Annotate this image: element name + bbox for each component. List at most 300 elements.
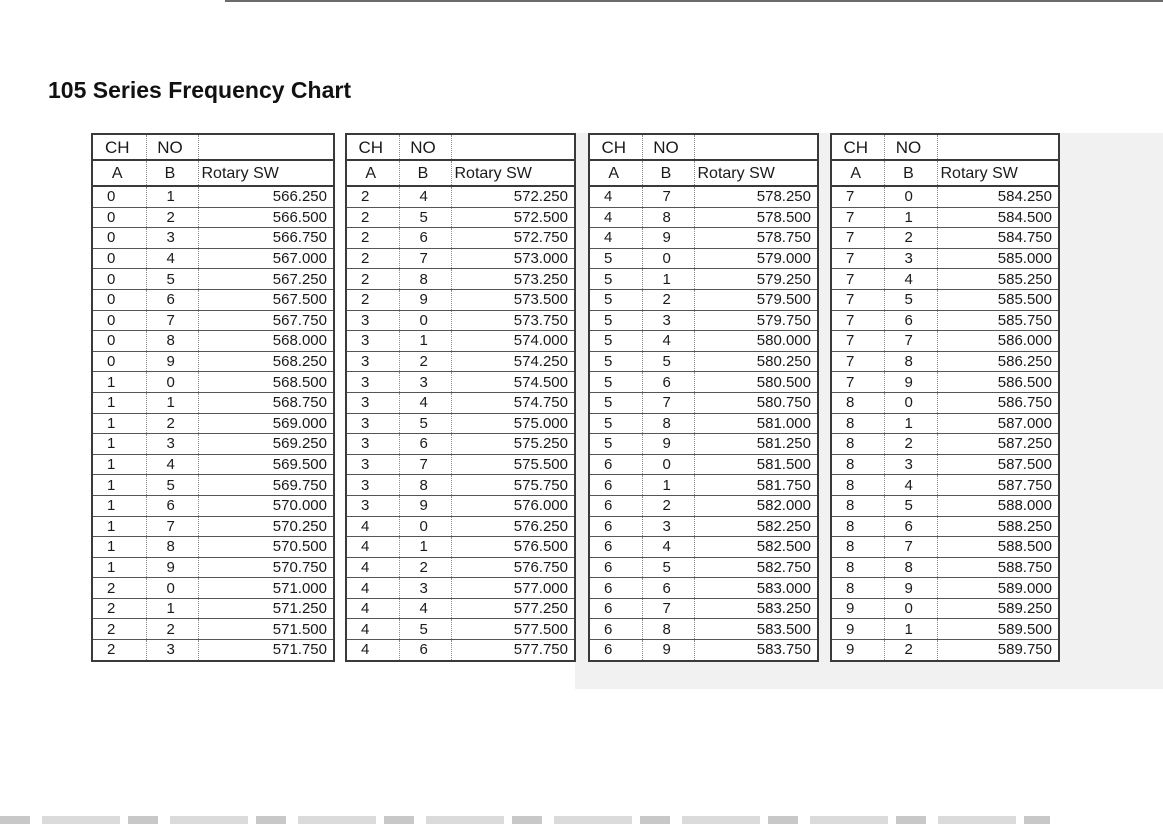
table-row: [92, 475, 334, 496]
rotary-sw-frequency: 571.250: [198, 598, 334, 619]
ch-a-cell: 6: [589, 495, 642, 516]
table-row: [589, 495, 818, 516]
table-row: [92, 186, 334, 207]
ch-header: CH: [589, 134, 642, 160]
no-b-cell: 9: [642, 228, 694, 249]
ch-a-cell: 3: [346, 454, 399, 475]
no-b-cell: 0: [884, 598, 937, 619]
table-row: [589, 537, 818, 558]
rotary-sw-frequency: 576.000: [451, 495, 575, 516]
table-row: [92, 516, 334, 537]
rotary-sw-frequency: 569.000: [198, 413, 334, 434]
table-row: [92, 413, 334, 434]
rotary-sw-frequency: 574.750: [451, 392, 575, 413]
no-b-cell: 9: [399, 289, 451, 310]
rotary-sw-frequency: 583.750: [694, 640, 818, 661]
ch-a-cell: 0: [92, 207, 146, 228]
table-row: [831, 598, 1059, 619]
table-row: [589, 392, 818, 413]
ch-a-cell: 5: [589, 413, 642, 434]
table-row: [589, 248, 818, 269]
no-b-cell: 3: [146, 434, 198, 455]
no-b-cell: 5: [399, 207, 451, 228]
rotary-sw-frequency: 574.000: [451, 331, 575, 352]
no-b-cell: 3: [884, 248, 937, 269]
rotary-sw-frequency: 587.750: [937, 475, 1059, 496]
rotary-sw-frequency: 589.750: [937, 640, 1059, 661]
ch-a-cell: 1: [92, 372, 146, 393]
no-b-cell: 0: [642, 454, 694, 475]
no-b-cell: 7: [642, 392, 694, 413]
no-b-cell: 6: [399, 434, 451, 455]
rotary-sw-frequency: 568.500: [198, 372, 334, 393]
ch-a-cell: 7: [831, 351, 884, 372]
rotary-sw-header: Rotary SW: [198, 160, 334, 186]
ch-a-cell: 3: [346, 495, 399, 516]
ch-a-cell: 6: [589, 516, 642, 537]
table-row: [346, 413, 575, 434]
no-b-cell: 2: [146, 413, 198, 434]
no-b-cell: 4: [146, 248, 198, 269]
ch-a-cell: 0: [92, 269, 146, 290]
ch-a-cell: 5: [589, 269, 642, 290]
rotary-sw-frequency: 572.250: [451, 186, 575, 207]
rotary-sw-frequency: 566.250: [198, 186, 334, 207]
rotary-sw-frequency: 567.750: [198, 310, 334, 331]
rotary-sw-frequency: 588.250: [937, 516, 1059, 537]
blank-header: [451, 134, 575, 160]
rotary-sw-frequency: 582.750: [694, 557, 818, 578]
ch-a-cell: 6: [589, 557, 642, 578]
table-row: [589, 186, 818, 207]
table-row: [346, 434, 575, 455]
no-b-cell: 2: [146, 207, 198, 228]
table-row: [346, 310, 575, 331]
table-row: [92, 331, 334, 352]
table-row: [831, 413, 1059, 434]
rotary-sw-header: Rotary SW: [451, 160, 575, 186]
ch-a-cell: 4: [346, 537, 399, 558]
table-row: [589, 516, 818, 537]
no-b-cell: 1: [884, 413, 937, 434]
ch-a-cell: 7: [831, 248, 884, 269]
ch-a-cell: 0: [92, 351, 146, 372]
frequency-table-3: [588, 133, 819, 662]
rotary-sw-frequency: 578.500: [694, 207, 818, 228]
rotary-sw-frequency: 572.750: [451, 228, 575, 249]
rotary-sw-frequency: 578.750: [694, 228, 818, 249]
a-header: A: [589, 160, 642, 186]
rotary-sw-frequency: 586.500: [937, 372, 1059, 393]
ch-a-cell: 8: [831, 434, 884, 455]
ch-a-cell: 5: [589, 331, 642, 352]
b-header: B: [399, 160, 451, 186]
rotary-sw-frequency: 588.750: [937, 557, 1059, 578]
rotary-sw-frequency: 584.250: [937, 186, 1059, 207]
ch-a-cell: 9: [831, 640, 884, 661]
table-row: [831, 495, 1059, 516]
no-b-cell: 6: [399, 640, 451, 661]
rotary-sw-frequency: 586.250: [937, 351, 1059, 372]
table-row: [831, 537, 1059, 558]
no-b-cell: 8: [146, 537, 198, 558]
frequency-table-2: [345, 133, 576, 662]
table-row: [92, 289, 334, 310]
no-b-cell: 9: [642, 640, 694, 661]
table-row: [346, 248, 575, 269]
table-row: [92, 207, 334, 228]
rotary-sw-frequency: 571.500: [198, 619, 334, 640]
table-row: [831, 269, 1059, 290]
blank-header: [937, 134, 1059, 160]
table-row: [589, 640, 818, 661]
rotary-sw-frequency: 579.750: [694, 310, 818, 331]
table-row: [589, 310, 818, 331]
table-row: [831, 310, 1059, 331]
no-b-cell: 1: [642, 269, 694, 290]
rotary-sw-frequency: 585.500: [937, 289, 1059, 310]
no-b-cell: 4: [642, 537, 694, 558]
ch-a-cell: 7: [831, 289, 884, 310]
rotary-sw-frequency: 580.500: [694, 372, 818, 393]
rotary-sw-frequency: 570.500: [198, 537, 334, 558]
table-row: [346, 475, 575, 496]
no-header: NO: [884, 134, 937, 160]
no-b-cell: 5: [399, 619, 451, 640]
rotary-sw-frequency: 581.250: [694, 434, 818, 455]
rotary-sw-frequency: 585.750: [937, 310, 1059, 331]
no-b-cell: 3: [146, 228, 198, 249]
ch-a-cell: 2: [346, 186, 399, 207]
table-row: [92, 269, 334, 290]
no-b-cell: 1: [642, 475, 694, 496]
no-b-cell: 7: [884, 537, 937, 558]
ch-a-cell: 8: [831, 578, 884, 599]
table-row: [589, 351, 818, 372]
table-row: [589, 207, 818, 228]
table-row: [346, 186, 575, 207]
no-b-cell: 2: [146, 619, 198, 640]
ch-a-cell: 1: [92, 475, 146, 496]
table-row: [831, 640, 1059, 661]
rotary-sw-frequency: 571.000: [198, 578, 334, 599]
table-row: [92, 495, 334, 516]
no-b-cell: 5: [642, 351, 694, 372]
no-b-cell: 2: [642, 289, 694, 310]
rotary-sw-frequency: 583.500: [694, 619, 818, 640]
table-row: [346, 557, 575, 578]
rotary-sw-frequency: 572.500: [451, 207, 575, 228]
no-b-cell: 6: [399, 228, 451, 249]
rotary-sw-frequency: 574.250: [451, 351, 575, 372]
no-b-cell: 4: [399, 598, 451, 619]
ch-header: CH: [92, 134, 146, 160]
no-b-cell: 7: [146, 310, 198, 331]
no-b-cell: 8: [399, 475, 451, 496]
table-row: [831, 248, 1059, 269]
table-row: [589, 331, 818, 352]
table-row: [831, 619, 1059, 640]
rotary-sw-frequency: 579.000: [694, 248, 818, 269]
scan-top-rule: [225, 0, 1163, 2]
ch-a-cell: 1: [92, 413, 146, 434]
ch-a-cell: 8: [831, 392, 884, 413]
ch-a-cell: 5: [589, 310, 642, 331]
b-header: B: [146, 160, 198, 186]
table-row: [92, 537, 334, 558]
b-header: B: [642, 160, 694, 186]
rotary-sw-frequency: 567.500: [198, 289, 334, 310]
no-b-cell: 6: [642, 578, 694, 599]
rotary-sw-frequency: 576.250: [451, 516, 575, 537]
rotary-sw-frequency: 576.750: [451, 557, 575, 578]
no-b-cell: 9: [642, 434, 694, 455]
ch-a-cell: 4: [589, 186, 642, 207]
no-b-cell: 2: [399, 557, 451, 578]
ch-a-cell: 2: [92, 598, 146, 619]
ch-a-cell: 3: [346, 372, 399, 393]
ch-a-cell: 5: [589, 248, 642, 269]
ch-a-cell: 8: [831, 495, 884, 516]
rotary-sw-frequency: 588.500: [937, 537, 1059, 558]
ch-a-cell: 4: [346, 516, 399, 537]
a-header: A: [831, 160, 884, 186]
table-row: [92, 372, 334, 393]
no-b-cell: 3: [146, 640, 198, 661]
rotary-sw-frequency: 573.750: [451, 310, 575, 331]
table-row: [831, 557, 1059, 578]
rotary-sw-frequency: 569.250: [198, 434, 334, 455]
ch-a-cell: 0: [92, 331, 146, 352]
ch-a-cell: 7: [831, 269, 884, 290]
rotary-sw-frequency: 579.250: [694, 269, 818, 290]
rotary-sw-frequency: 575.500: [451, 454, 575, 475]
no-b-cell: 1: [884, 619, 937, 640]
ch-a-cell: 4: [589, 207, 642, 228]
no-b-cell: 2: [884, 640, 937, 661]
header-row-sub: [589, 160, 818, 186]
table-row: [92, 228, 334, 249]
no-b-cell: 7: [884, 331, 937, 352]
rotary-sw-frequency: 589.000: [937, 578, 1059, 599]
ch-a-cell: 2: [346, 269, 399, 290]
ch-a-cell: 1: [92, 454, 146, 475]
no-b-cell: 5: [399, 413, 451, 434]
ch-a-cell: 1: [92, 537, 146, 558]
rotary-sw-frequency: 566.500: [198, 207, 334, 228]
rotary-sw-frequency: 585.250: [937, 269, 1059, 290]
no-b-cell: 1: [146, 598, 198, 619]
table-row: [589, 434, 818, 455]
ch-a-cell: 6: [589, 475, 642, 496]
rotary-sw-frequency: 587.250: [937, 434, 1059, 455]
no-b-cell: 3: [642, 310, 694, 331]
ch-a-cell: 7: [831, 228, 884, 249]
table-row: [831, 454, 1059, 475]
no-header: NO: [399, 134, 451, 160]
frequency-table-1: [91, 133, 335, 662]
no-b-cell: 0: [642, 248, 694, 269]
ch-a-cell: 6: [589, 454, 642, 475]
frequency-table-4: [830, 133, 1060, 662]
table-row: [589, 372, 818, 393]
table-row: [346, 351, 575, 372]
no-b-cell: 9: [146, 351, 198, 372]
ch-a-cell: 2: [346, 248, 399, 269]
rotary-sw-frequency: 573.500: [451, 289, 575, 310]
table-row: [346, 289, 575, 310]
table-row: [831, 372, 1059, 393]
ch-a-cell: 5: [589, 351, 642, 372]
b-header: B: [884, 160, 937, 186]
no-b-cell: 1: [146, 392, 198, 413]
no-b-cell: 1: [399, 331, 451, 352]
table-row: [346, 372, 575, 393]
rotary-sw-frequency: 566.750: [198, 228, 334, 249]
no-b-cell: 9: [884, 578, 937, 599]
page-title: 105 Series Frequency Chart: [48, 77, 351, 103]
table-row: [831, 228, 1059, 249]
ch-a-cell: 7: [831, 207, 884, 228]
rotary-sw-frequency: 576.500: [451, 537, 575, 558]
table-row: [346, 331, 575, 352]
ch-a-cell: 4: [346, 619, 399, 640]
table-row: [589, 413, 818, 434]
ch-a-cell: 4: [589, 228, 642, 249]
no-b-cell: 8: [642, 207, 694, 228]
rotary-sw-frequency: 575.750: [451, 475, 575, 496]
table-row: [589, 557, 818, 578]
table-row: [831, 207, 1059, 228]
header-row-top: [92, 134, 334, 160]
ch-a-cell: 6: [589, 537, 642, 558]
rotary-sw-frequency: 581.000: [694, 413, 818, 434]
rotary-sw-frequency: 577.250: [451, 598, 575, 619]
table-row: [831, 331, 1059, 352]
ch-a-cell: 1: [92, 516, 146, 537]
no-b-cell: 5: [146, 269, 198, 290]
no-b-cell: 6: [146, 289, 198, 310]
ch-a-cell: 0: [92, 289, 146, 310]
no-b-cell: 3: [642, 516, 694, 537]
ch-a-cell: 3: [346, 351, 399, 372]
ch-a-cell: 9: [831, 598, 884, 619]
no-b-cell: 2: [884, 228, 937, 249]
table-row: [831, 392, 1059, 413]
rotary-sw-frequency: 570.000: [198, 495, 334, 516]
table-row: [92, 640, 334, 661]
no-b-cell: 2: [884, 434, 937, 455]
rotary-sw-frequency: 580.000: [694, 331, 818, 352]
rotary-sw-frequency: 582.500: [694, 537, 818, 558]
frequency-table-body: [831, 134, 1059, 661]
ch-a-cell: 2: [92, 619, 146, 640]
ch-a-cell: 8: [831, 537, 884, 558]
ch-a-cell: 0: [92, 310, 146, 331]
ch-a-cell: 8: [831, 557, 884, 578]
no-b-cell: 4: [399, 392, 451, 413]
rotary-sw-frequency: 586.750: [937, 392, 1059, 413]
rotary-sw-frequency: 569.500: [198, 454, 334, 475]
rotary-sw-frequency: 577.750: [451, 640, 575, 661]
rotary-sw-frequency: 583.250: [694, 598, 818, 619]
no-b-cell: 0: [146, 372, 198, 393]
rotary-sw-frequency: 570.250: [198, 516, 334, 537]
rotary-sw-frequency: 578.250: [694, 186, 818, 207]
table-row: [831, 475, 1059, 496]
table-row: [346, 454, 575, 475]
rotary-sw-frequency: 571.750: [198, 640, 334, 661]
table-row: [346, 495, 575, 516]
ch-a-cell: 2: [346, 207, 399, 228]
rotary-sw-frequency: 567.000: [198, 248, 334, 269]
rotary-sw-frequency: 570.750: [198, 557, 334, 578]
ch-a-cell: 0: [92, 228, 146, 249]
ch-header: CH: [831, 134, 884, 160]
table-row: [92, 454, 334, 475]
no-b-cell: 9: [399, 495, 451, 516]
no-b-cell: 8: [884, 351, 937, 372]
ch-a-cell: 1: [92, 557, 146, 578]
no-b-cell: 5: [884, 495, 937, 516]
scan-bottom-noise: [0, 816, 1050, 824]
table-row: [589, 578, 818, 599]
no-b-cell: 4: [884, 475, 937, 496]
ch-a-cell: 7: [831, 331, 884, 352]
rotary-sw-frequency: 580.250: [694, 351, 818, 372]
ch-a-cell: 0: [92, 248, 146, 269]
ch-a-cell: 2: [92, 578, 146, 599]
rotary-sw-frequency: 577.500: [451, 619, 575, 640]
no-b-cell: 3: [399, 578, 451, 599]
rotary-sw-frequency: 569.750: [198, 475, 334, 496]
table-row: [92, 598, 334, 619]
no-header: NO: [642, 134, 694, 160]
ch-a-cell: 1: [92, 392, 146, 413]
table-row: [346, 207, 575, 228]
table-row: [346, 392, 575, 413]
table-row: [346, 228, 575, 249]
no-b-cell: 3: [399, 372, 451, 393]
no-b-cell: 1: [884, 207, 937, 228]
no-b-cell: 7: [642, 186, 694, 207]
no-b-cell: 6: [884, 310, 937, 331]
rotary-sw-frequency: 573.000: [451, 248, 575, 269]
ch-a-cell: 4: [346, 640, 399, 661]
no-b-cell: 4: [884, 269, 937, 290]
header-row-sub: [92, 160, 334, 186]
table-row: [92, 248, 334, 269]
header-row-sub: [831, 160, 1059, 186]
ch-header: CH: [346, 134, 399, 160]
ch-a-cell: 2: [346, 228, 399, 249]
rotary-sw-frequency: 574.500: [451, 372, 575, 393]
ch-a-cell: 8: [831, 413, 884, 434]
no-b-cell: 2: [399, 351, 451, 372]
table-row: [831, 186, 1059, 207]
no-b-cell: 6: [884, 516, 937, 537]
table-row: [589, 619, 818, 640]
rotary-sw-frequency: 581.500: [694, 454, 818, 475]
rotary-sw-frequency: 585.000: [937, 248, 1059, 269]
frequency-table-body: [346, 134, 575, 661]
rotary-sw-frequency: 581.750: [694, 475, 818, 496]
no-b-cell: 8: [884, 557, 937, 578]
rotary-sw-frequency: 575.000: [451, 413, 575, 434]
ch-a-cell: 4: [346, 557, 399, 578]
no-b-cell: 0: [399, 310, 451, 331]
no-b-cell: 0: [884, 186, 937, 207]
